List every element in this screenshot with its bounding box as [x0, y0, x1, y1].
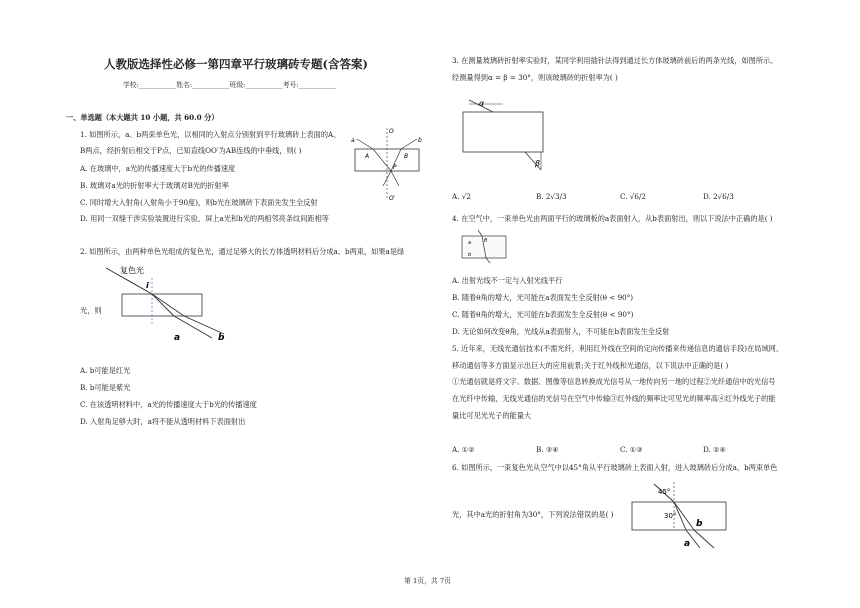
q6-label-b: b [696, 519, 703, 529]
q1-text-line2: B两点，经折射后相交于P点，已知直线OO′为AB连线的中垂线，则( ) [80, 146, 302, 155]
student-info-line: 学校:___________姓名:___________班级:___________考号:___________ [123, 81, 337, 89]
q3-option-d: D. 2√6/3 [703, 192, 734, 201]
q2-label-b: b [218, 333, 225, 343]
q3-text-line2: 经测量得到α = β = 30°，则该玻璃砖的折射率为( ) [452, 73, 618, 82]
q2-figure [100, 262, 240, 346]
q2-label-i: i [146, 281, 149, 290]
q1-label-B: B [404, 153, 409, 160]
q5-option-c: C. ①③ [620, 445, 643, 454]
q4-label-a: a [468, 240, 472, 246]
page-title: 人教版选择性必修一第四章平行玻璃砖专题(含答案) [104, 57, 368, 71]
q1-option-d: D. 用同一双缝干涉实验装置进行实验，屏上a光和b光的两相邻亮条纹间距相等 [80, 214, 329, 223]
q6-text-line2: 光，其中a光的折射角为30°，下列说法错误的是( ) [452, 510, 614, 519]
q6-label-30: 30° [664, 512, 677, 520]
q2-label-a: a [174, 333, 181, 343]
q2-option-a: A. b可能是红光 [80, 366, 131, 375]
q1-figure [345, 124, 427, 202]
q2-option-d: D. 入射角足够大时，a将不能从透明材料下表面射出 [80, 417, 246, 426]
q4-label-theta: θ [484, 238, 488, 244]
q1-text-line1: 1. 如图所示，a、b两束单色光，以相同的入射点分别射到平行玻璃砖上表面的A、 [80, 130, 341, 139]
q4-text-line1: 4. 在空气中，一束单色光由两面平行的玻璃板的a表面射入，从b表面射出，则以下说法中正确的是( ) [452, 214, 773, 223]
q3-label-alpha: α [479, 99, 485, 108]
q3-option-b: B. 2√3/3 [536, 192, 567, 201]
q2-text-line1: 2. 如图所示，由两种单色光组成的复色光，通过足够大的长方体透明材料后分成a、b两束，如果a是绿 [80, 247, 405, 256]
q4-option-d: D. 无论如何改变θ角，光线从a表面射入，不可能在b表面发生全反射 [452, 327, 670, 336]
q1-label-b-ray: b [418, 137, 422, 144]
q3-option-a: A. √2 [452, 192, 471, 201]
q5-option-d: D. ②④ [703, 445, 726, 454]
q2-option-c: C. 在该透明材料中，a光的传播速度大于b光的传播速度 [80, 400, 257, 409]
q1-option-b: B. 玻璃对a光的折射率大于玻璃对B光的折射率 [80, 181, 229, 190]
q1-label-o: O [389, 128, 394, 135]
q5-text-line4: 在光纤中传输，无线光通信的光信号在空气中传输③红外线的频率比可见光的频率高④红外线光子的能 [452, 394, 776, 403]
q4-figure [456, 228, 514, 264]
q6-label-a: a [684, 539, 691, 549]
q3-label-beta: β [535, 159, 541, 168]
q1-label-a-ray: a [351, 137, 355, 144]
q1-option-c: C. 同时增大入射角(入射角小于90度)，则b光在玻璃砖下表面先发生全反射 [80, 198, 318, 207]
q5-option-a: A. ①② [452, 445, 475, 454]
q2-option-b: B. b可能是紫光 [80, 383, 131, 392]
q3-option-c: C. √6/2 [620, 192, 646, 201]
q2-label-composite: 复色光 [120, 266, 144, 275]
section-heading: 一、单选题（本大题共 10 小题，共 60.0 分） [66, 113, 219, 122]
q2-text-line2: 光，则 [80, 306, 102, 315]
q5-text-line1: 5. 近年来，无线光通信技术(不需光纤，利用红外线在空间的定向传播来传递信息的通信手段)在局域网、 [452, 344, 784, 353]
q6-figure [622, 478, 730, 550]
q5-option-b: B. ③④ [536, 445, 559, 454]
q6-label-45: 45° [658, 488, 671, 496]
q5-text-line2: 移动通信等多方面显示出巨大的应用前景;关于红外线和光通信，以下说法中正确的是( ) [452, 361, 729, 370]
q1-option-a: A. 在玻璃中，a光的传播速度大于b光的传播速度 [80, 164, 236, 173]
q3-text-line1: 3. 在测量玻璃砖折射率实验时，某同学利用插针法得到通过长方体玻璃砖前后的两条光线，如图所示。 [452, 56, 778, 65]
q6-text-line1: 6. 如图所示，一束复色光从空气中以45°角从平行玻璃砖上表面入射，进入玻璃砖后分成a、b两束单色 [452, 463, 778, 472]
q1-label-o-prime: O′ [389, 195, 396, 202]
q1-label-A: A [365, 153, 370, 160]
q4-option-b: B. 随着θ角的增大，光可能在a表面发生全反射(θ < 90°) [452, 293, 634, 302]
q4-option-c: C. 随着θ角的增大，光可能在b表面发生全反射(θ < 90°) [452, 310, 634, 319]
q5-text-line3: ①光通信就是将文字、数据、图像等信息转换成光信号从一地传向另一地的过程②光纤通信中的光信号 [452, 377, 776, 386]
q4-option-a: A. 出射光线不一定与入射光线平行 [452, 276, 563, 285]
q4-label-b: b [468, 252, 472, 258]
page-number: 第 1页，共 7页 [404, 577, 451, 585]
q3-figure [455, 94, 555, 172]
q5-text-line5: 量比可见光光子的能量大 [452, 411, 532, 420]
q1-label-P: P [393, 164, 397, 171]
